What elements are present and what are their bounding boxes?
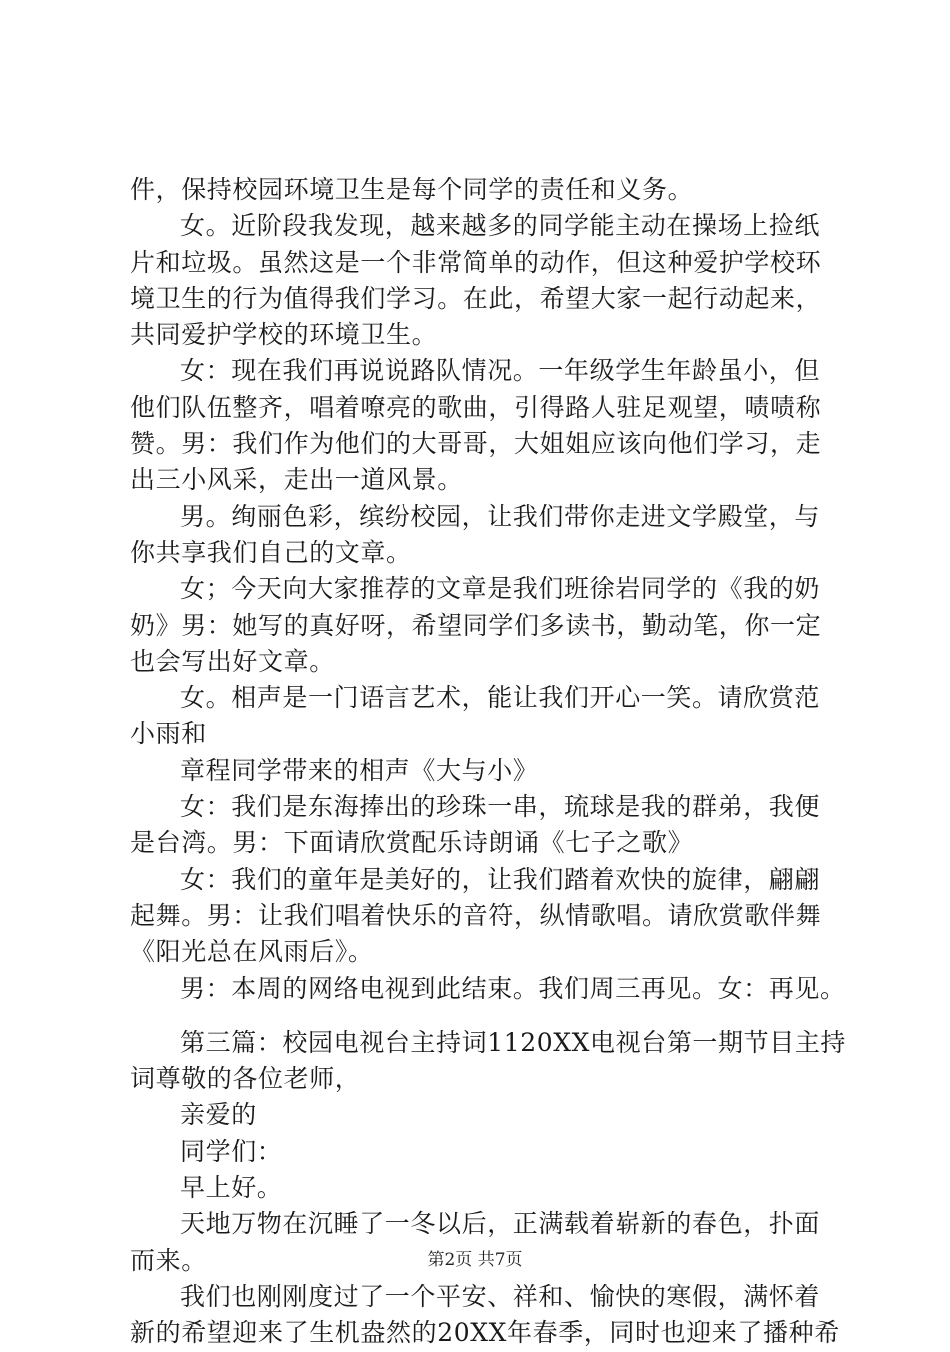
- text-line: 共同爱护学校的环境卫生。: [130, 320, 438, 350]
- text-line: 女。相声是一门语言艺术，能让我们开心一笑。请欣赏范: [180, 683, 821, 713]
- text-line: 词尊敬的各位老师，: [130, 1064, 361, 1094]
- text-line: 奶》男：她写的真好呀，希望同学们多读书，勤动笔，你一定: [130, 610, 822, 640]
- text-line: 件，保持校园环境卫生是每个同学的责任和义务。: [130, 175, 694, 204]
- document-body: [130, 172, 847, 1352]
- section-gap: [130, 1007, 842, 1025]
- text-line: 出三小风采，走出一道风景。: [130, 465, 463, 495]
- text-line: 小雨和: [130, 719, 207, 749]
- text-line: 同学们：: [180, 1136, 283, 1166]
- text-line: 赞。男：我们作为他们的大哥哥，大姐姐应该向他们学习，走: [130, 429, 822, 459]
- text-line: 亲爱的: [180, 1100, 257, 1130]
- text-line: 女：我们的童年是美好的，让我们踏着欢快的旋律，翩翩: [180, 864, 821, 894]
- text-line: 境卫生的行为值得我们学习。在此，希望大家一起行动起来，: [130, 283, 822, 313]
- text-line: 早上好。: [180, 1173, 283, 1203]
- text-line: 《阳光总在风雨后》。: [130, 937, 374, 967]
- page-footer: 第2页 共7页: [427, 1250, 523, 1270]
- text-line: 起舞。男：让我们唱着快乐的音符，纵情歌唱。请欣赏歌伴舞: [130, 900, 822, 930]
- text-line: 女：我们是东海捧出的珍珠一串，琉球是我的群弟，我便: [180, 792, 821, 822]
- text-line: 新的希望迎来了生机盎然的20XX年春季，同时也迎来了播种希: [130, 1318, 840, 1348]
- text-line: 片和垃圾。虽然这是一个非常简单的动作，但这种爱护学校环: [130, 247, 822, 277]
- text-line: 女；今天向大家推荐的文章是我们班徐岩同学的《我的奶: [180, 574, 821, 604]
- text-line: 女。近阶段我发现，越来越多的同学能主动在操场上捡纸: [180, 211, 821, 241]
- text-line: 而来。: [130, 1245, 207, 1275]
- text-line: 天地万物在沉睡了一冬以后，正满载着崭新的春色，扑面: [180, 1209, 821, 1239]
- text-line: 女：现在我们再说说路队情况。一年级学生年龄虽小，但: [180, 356, 821, 386]
- text-line: 也会写出好文章。: [130, 646, 335, 676]
- text-line: 男。绚丽色彩，缤纷校园，让我们带你走进文学殿堂，与: [180, 501, 821, 531]
- text-line: 章程同学带来的相声《大与小》: [180, 755, 539, 785]
- text-line: 我们也刚刚度过了一个平安、祥和、愉快的寒假，满怀着: [180, 1281, 821, 1311]
- text-line: 你共享我们自己的文章。: [130, 537, 412, 567]
- text-line: 男：本周的网络电视到此结束。我们周三再见。女：再见。: [180, 973, 846, 1003]
- text-line: 第三篇：校园电视台主持词1120XX电视台第一期节目主持: [180, 1027, 847, 1057]
- text-line: 他们队伍整齐，唱着嘹亮的歌曲，引得路人驻足观望，啧啧称: [130, 392, 822, 422]
- text-line: 是台湾。男：下面请欣赏配乐诗朗诵《七子之歌》: [130, 828, 694, 858]
- section-part-3: [130, 1025, 847, 1352]
- section-part-2: [130, 172, 846, 1007]
